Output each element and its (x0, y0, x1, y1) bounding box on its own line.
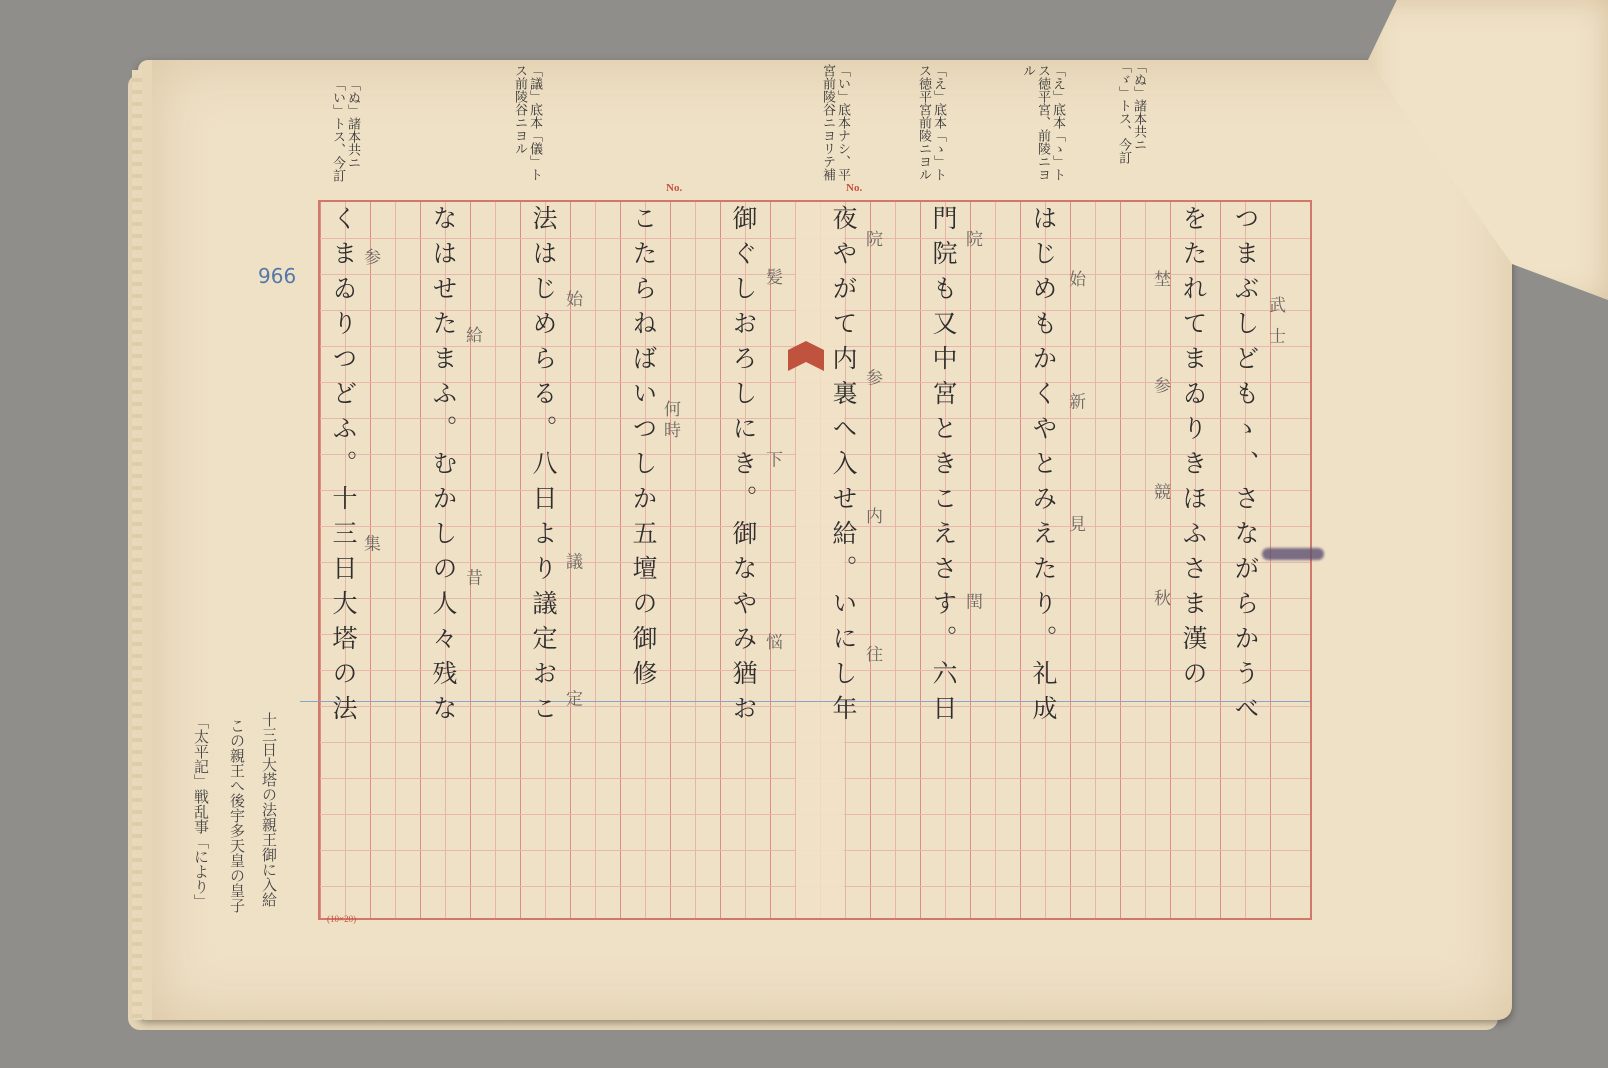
text-column-2: をたれてまゐりきほふさま漢の (1179, 205, 1208, 695)
bottom-note-2: この親王へ後宇多天皇の皇子 (228, 718, 246, 913)
pencil-annotation-5: 院 参 内 往 (862, 230, 882, 721)
text-column-7: こたらねばいつしか五壇の御修 (629, 205, 658, 695)
text-column-8: 法はじめらる。八日より議定おこ (529, 205, 558, 730)
text-column-4: 門院も又中宮ときこえさす。六日 (929, 205, 958, 730)
pencil-annotation-1: 武士 (1265, 296, 1285, 358)
pencil-annotation-4: 院 閏 (962, 230, 982, 780)
bottom-note-1: 十三日大塔の法親王御に入給 (260, 712, 278, 907)
pencil-annotation-2: 埜 参 競 秋 (1150, 270, 1170, 649)
page-number: 966 (258, 264, 297, 288)
text-column-1: つまぶしどもゝ、さながらかうべ (1231, 205, 1260, 730)
text-column-5: 夜やがて内裏へ入せ給。いにし年 (829, 205, 858, 730)
top-note-2: 「え」底本「ゝ」トス徳平宮、前陵ニヨル (1020, 64, 1065, 181)
pencil-annotation-10: 参 集 (360, 248, 380, 684)
top-note-1: 「ぬ」諸本共ニ「ゞ」トス、今訂 (1116, 60, 1146, 164)
grid-no-label-left: No. (666, 182, 683, 194)
grid-no-label-right: No. (846, 182, 863, 194)
text-column-3: はじめもかくやとみえたり。礼成 (1029, 205, 1058, 730)
text-column-6: 御ぐしおろしにき。御なやみ猶お (729, 205, 758, 730)
pencil-annotation-6: 髪 下 悩 (762, 268, 782, 730)
top-note-3: 「え」底本「ゝ」トス徳平宮前陵ニヨル (916, 64, 946, 181)
pencil-annotation-9: 給 昔 (462, 326, 482, 696)
bottom-note-3: 「太平記」戦乱事「により」 (192, 714, 210, 909)
text-column-10: くまゐりつどふ。十三日大塔の法 (329, 205, 358, 730)
top-note-4: 「い」底本ナシ、平宮前陵谷ニヨリテ補 (820, 64, 850, 181)
pencil-annotation-7: 何時 (660, 400, 680, 442)
pencil-annotation-3: 始 新 見 (1065, 270, 1085, 582)
ink-blot (1262, 548, 1324, 560)
text-column-9: なはせたまふ。むかしの人々残な (429, 205, 458, 730)
top-note-6: 「ぬ」諸本共ニ「い」トス、今訂 (330, 78, 360, 182)
top-note-5: 「議」底本「儀」トス前陵谷ニヨル (512, 64, 542, 181)
page-edge (132, 70, 142, 1020)
pencil-annotation-8: 始 議定 (562, 290, 582, 827)
grid-size-label: (10×20) (327, 914, 357, 924)
